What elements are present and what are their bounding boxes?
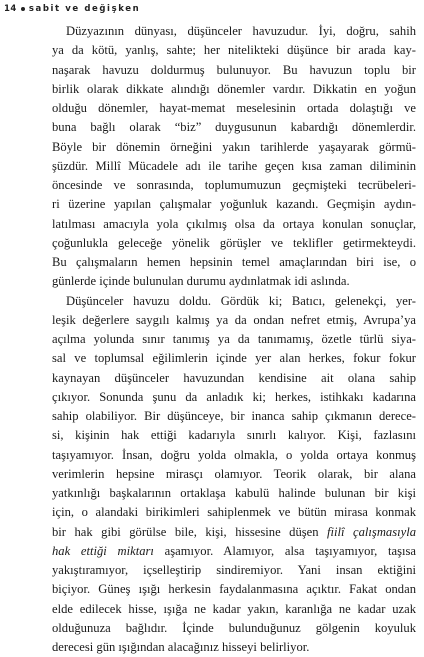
text-line: ri üzerine yapılan çalışmalar yoğunluk kazandı. Geçmişin aydın- (52, 195, 416, 214)
text-line: kaynayan düşünceler havuzundan kendisine ait olana sahip (52, 369, 416, 388)
text-line: Böyle bir dönemin örneğini yakın tarihlerde yaşayarak görmü- (52, 138, 416, 157)
text-line: si, kişinin hak ettiği kadarıyla sınırlı kalıyor. Kişi, fazlasını (52, 426, 416, 445)
text-line: şüzdür. Millî Mücadele adı ile tarihe geçen kısa zaman diliminin (52, 157, 416, 176)
text-line: yakıştıramıyor, içselleştirip sindiremiyor. Yani insan ektiğini (52, 561, 416, 580)
text-line: çoğunlukla geleceğe yönelik görüşler ve teklifler getirmekteydi. (52, 234, 416, 253)
text-line: hak ettiği miktarı aşamıyor. Alamıyor, alsa taşıyamıyor, taşısa (52, 542, 416, 561)
bullet-separator (21, 7, 25, 11)
text-line: birlik olarak dikkate alındığı dönemler vardır. Dikkatin en yoğun (52, 80, 416, 99)
text-line: elde edilecek hisse, ışığa ne kadar yakın, karanlığa ne kadar uzak (52, 600, 416, 619)
text-line: olduğunuza bağlıdır. İçinde bulunduğunuz gölgenin koyuluk (52, 619, 416, 638)
text-line: yatkınlığı başkalarının ortaklaşa kabulü halinde bulunan bir kişi (52, 484, 416, 503)
text-line: buna bağlı olarak “biz” duygusunun kabardığı dönemlerdir. (52, 118, 416, 137)
text-line: latılması amacıyla yola çıkılmış olsa da ortaya konulan sonuçlar, (52, 215, 416, 234)
text-line: için, o alandaki birikimleri sahiplenmek ve bütün mirasa konmak (52, 503, 416, 522)
text-line: derecesi gün ışığından alacağınız hisseyi belirliyor. (52, 638, 416, 657)
text-line: ya da kötü, yanlış, sahte; her nitelikteki düşünce bir arada kay- (52, 41, 416, 60)
paragraph-2 (52, 292, 416, 657)
text-line: açılma yolunda sınır tanımış ya da tanımamış, özetle türlü siya- (52, 330, 416, 349)
text-line: verimlerin hepsine mirasçı olamıyor. Teorik olarak, bir alana (52, 465, 416, 484)
text-line: sahip olabiliyor. Bir düşünceye, bir inanca sahip çıkmanın derece- (52, 407, 416, 426)
text-line: olduğu dönemler, hayat-memat meselesinin ortada dolaştığı ve (52, 99, 416, 118)
running-header (4, 2, 140, 16)
text-line: öncesinde ve sonrasında, toplumumuzun geçmişteki tecrübeleri- (52, 176, 416, 195)
text-line: naşarak havuzu doldurmuş bulunuyor. Bu havuzun toplu bir (52, 61, 416, 80)
body-text (52, 22, 416, 657)
text-line: biçiyor. Güneş ışığı herkesin faydalanmasına açıktır. Fakat ondan (52, 580, 416, 599)
italic-phrase: fiilî çalışmasıyla (327, 525, 416, 539)
text-line: Düzyazının dünyası, düşünceler havuzudur. İyi, doğru, sahih (52, 22, 416, 41)
italic-phrase: hak ettiği miktarı (52, 544, 154, 558)
text-line: taşıyamıyor. İnsan, doğru yolda olmakla, o yolda ortaya konmuş (52, 446, 416, 465)
page-number: 14 (4, 4, 17, 14)
text-line: sal ve toplumsal eğilimlerin içinde yer alan herkes, fokur fokur (52, 349, 416, 368)
text-line: günlerde içinde bulunulan durumu aydınlatmak idi aslında. (52, 272, 416, 291)
text-line: bir hak gibi görülse bile, kişi, hissesine düşen fiilî çalışmasıyla (52, 523, 416, 542)
text-line: Bu çalışmaların hemen hepsinin temel amaçlarından biri ise, o (52, 253, 416, 272)
text-line: leşik değerlere saygılı kalmış ya da ondan nefret etmiş, Avrupa’ya (52, 311, 416, 330)
text-line: Düşünceler havuzu doldu. Gördük ki; Batıcı, gelenekçi, yer- (52, 292, 416, 311)
text-line: çıkıyor. Sonunda şunu da anladık ki; herkes, istihkakı kadarına (52, 388, 416, 407)
book-title: sabit ve değişken (29, 4, 140, 14)
paragraph-1 (52, 22, 416, 292)
